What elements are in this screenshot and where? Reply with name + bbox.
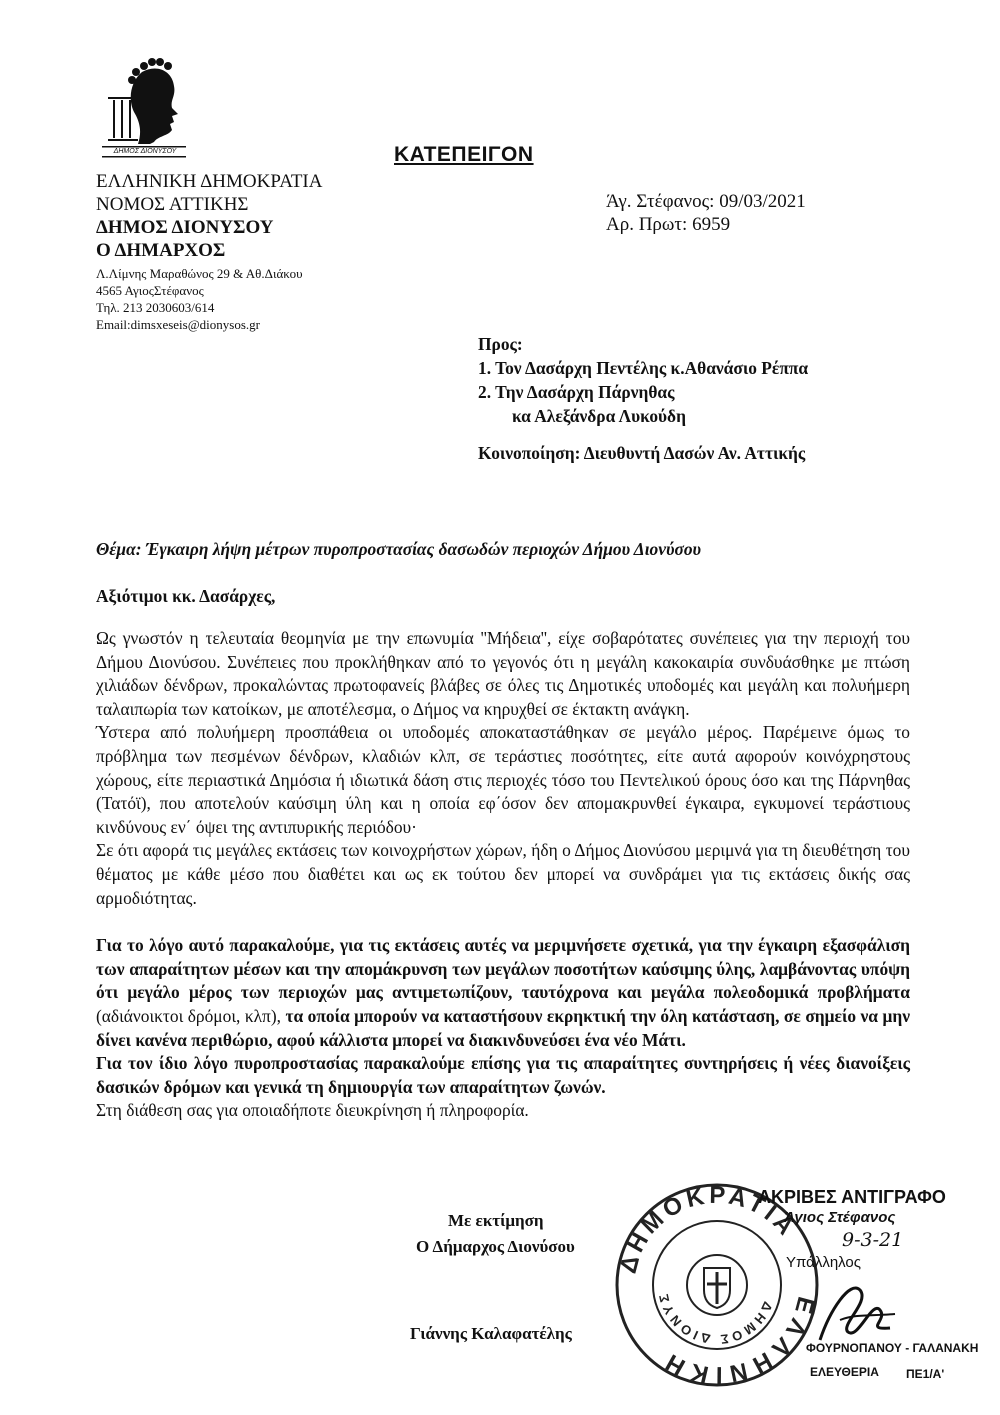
sender-prefecture: ΝΟΜΟΣ ΑΤΤΙΚΗΣ [96, 194, 249, 215]
handwritten-signature [800, 1270, 910, 1350]
seal-top-text: ΕΛΛΗΝΙΚΗ [656, 1293, 820, 1389]
mayor-name: Γιάννης Καλαφατέλης [410, 1324, 572, 1343]
sender-mayor: Ο ΔΗΜΑΡΧΟΣ [96, 240, 226, 261]
seal-right-text: ΔΗΜΟΚΡΑΤΙΑ [614, 1181, 802, 1277]
body-paragraph-2: Ύστερα από πολυήμερη προσπάθεια οι υποδομές αποκαταστάθηκαν σε μεγάλο μέρος. Παρέμεινε όμως το πρόβλημα των πεσμένων δένδρων, κλαδιών κλπ, σε τεράστιες ποσότητες, είτε αυτά αφορούν κοινόχρηστους χώρους, είτε περιαστικά Δημόσια ή ιδιωτικά δάση στις περιοχές τόσο του Πεντελικού όρους όσο και της Πάρνηθας (Τατόϊ), που αποτελούν καύσιμη ύλη και η οποία εφ΄όσον δεν απομακρυνθεί έγκαιρα, εγκυμονεί τεράστιους κινδύνους εν΄ όψει της αντιπυρικής περιόδου· [96, 722, 910, 837]
sender-address: Λ.Λίμνης Μαραθώνος 29 & Αθ.Διάκου [96, 266, 303, 281]
certified-date: 9-3-21 [842, 1229, 904, 1251]
certified-copy-stamp [758, 1186, 994, 1274]
employee-grade: ΠΕ1/Α' [906, 1367, 945, 1381]
closing-block [416, 1208, 575, 1260]
municipality-logo [98, 52, 190, 160]
request-text-continued: τα οποία μπορούν να καταστήσουν εκρηκτική την όλη κατάσταση, σε σημείο να μην δίνει κανένα περιθώριο, αφού κάλλιστα μπορεί να διακινδυνεύσει ένα νέο Μάτι. [96, 1005, 910, 1050]
body-paragraph-6: Στη διάθεση σας για οποιαδήποτε διευκρίνηση ή πληροφορία. [96, 1100, 529, 1121]
body-paragraph-1: Ως γνωστόν η τελευταία θεομηνία με την επωνυμία ''Μήδεια'', είχε σοβαρότατες συνέπειες για την περιοχή του Δήμου Διονύσου. Συνέπειες που προκλήθηκαν από το γεγονός ότι η μεγάλη κακοκαιρία συνδυάσθηκε με πτώση χιλιάδων δένδρων, προκαλώντας πρωτοφανείς βλάβες σε όλες τις Δημοτικές υποδομές και μεγάλη και πολυήμερη ταλαιπωρία των κατοίκων, με αποτέλεσμα, ο Δήμος να κηρυχθεί σε έκτακτη ανάγκη. [96, 628, 910, 719]
recipients-label: Προς: [478, 334, 523, 354]
certified-place: Άγιος Στέφανος [784, 1209, 896, 1226]
protocol-number: Αρ. Πρωτ: 6959 [606, 214, 731, 235]
certified-copy-title: ΑΚΡΙΒΕΣ ΑΝΤΙΓΡΑΦΟ [758, 1187, 946, 1207]
sender-block [96, 170, 322, 333]
request-note: (αδιάνοικτοι δρόμοι, κλπ), [96, 1005, 286, 1026]
letter-body [96, 627, 910, 1123]
subject-line: Θέμα: Έγκαιρη λήψη μέτρων πυροπροστασίας δασωδών περιοχών Δήμου Διονύσου [96, 539, 702, 559]
recipients-block [478, 332, 808, 428]
sender-phone: Τηλ. 213 2030603/614 [96, 300, 215, 315]
body-paragraph-3: Σε ότι αφορά τις μεγάλες εκτάσεις των κοινοχρήστων χώρων, ήδη ο Δήμος Διονύσου μεριμνά για τη διευθέτηση του θέματος με κάθε μέσο που διαθέτει και ως εκ τούτου δεν μπορεί να συνδράμει για τις εκτάσεις δικής σας αρμοδιότητας. [96, 840, 910, 908]
logo-caption: ΔΗΜΟΣ ΔΙΟΝΥΣΟΥ [113, 148, 177, 155]
document-meta [606, 190, 806, 236]
recipient-2-name: κα Αλεξάνδρα Λυκούδη [512, 406, 686, 426]
employee-name: ΦΟΥΡΝΟΠΑΝΟΥ - ΓΑΛΑΝΑΚΗ [806, 1341, 979, 1355]
recipient-1: 1. Τον Δασάρχη Πεντέλης κ.Αθανάσιο Ρέππα [478, 358, 809, 378]
dionysos-head-logo [98, 52, 190, 160]
seal-inner-text: ΔΗΜΟΣ ΔΙΟΝΥΣ [655, 1289, 776, 1348]
body-paragraph-4 [96, 934, 910, 1052]
sender-municipality: ΔΗΜΟΣ ΔΙΟΝΥΣΟΥ [96, 217, 274, 238]
document-date: Άγ. Στέφανος: 09/03/2021 [606, 191, 806, 212]
sender-country: ΕΛΛΗΝΙΚΗ ΔΗΜΟΚΡΑΤΙΑ [96, 171, 323, 192]
body-paragraph-5: Για τον ίδιο λόγο πυροπροστασίας παρακαλούμε επίσης για τις απαραίτητες συντηρήσεις ή νέες διανοίξεις δασικών δρόμων και γενικά τη δημιουργία των απαραίτητων ζωνών. [96, 1053, 910, 1097]
urgent-title: ΚΑΤΕΠΕΙΓΟΝ [394, 143, 534, 166]
coat-of-arms-icon [704, 1268, 730, 1308]
cc-line: Κοινοποίηση: Διευθυντή Δασών Αν. Αττικής [478, 443, 806, 463]
request-text: Για το λόγο αυτό παρακαλούμε, για τις εκτάσεις αυτές να μεριμνήσετε σχετικά, για την έγκαιρη εξασφάλιση των απαραίτητων μέσων και την απομάκρυνση των μεγάλων ποσοτήτων καύσιμης ύλης, λαμβάνοντας υπόψη ότι μεγάλο μέρος των περιοχών μας αντιμετωπίζουν, ταυτόχρονα και μεγάλα πολεοδομικά προβλήματα [96, 935, 910, 1003]
recipient-2: 2. Την Δασάρχη Πάρνηθας [478, 382, 675, 402]
certified-role: Υπάλληλος [786, 1254, 861, 1271]
employee-firstname: ΕΛΕΥΘΕΡΙΑ [810, 1365, 879, 1379]
sender-email: Email:dimsxeseis@dionysos.gr [96, 317, 260, 332]
closing-title: Ο Δήμαρχος Διονύσου [416, 1237, 575, 1256]
salutation: Αξιότιμοι κκ. Δασάρχες, [96, 586, 276, 606]
sender-postcode: 4565 ΑγιοςΣτέφανος [96, 283, 204, 298]
closing-regards: Με εκτίμηση [448, 1211, 544, 1230]
